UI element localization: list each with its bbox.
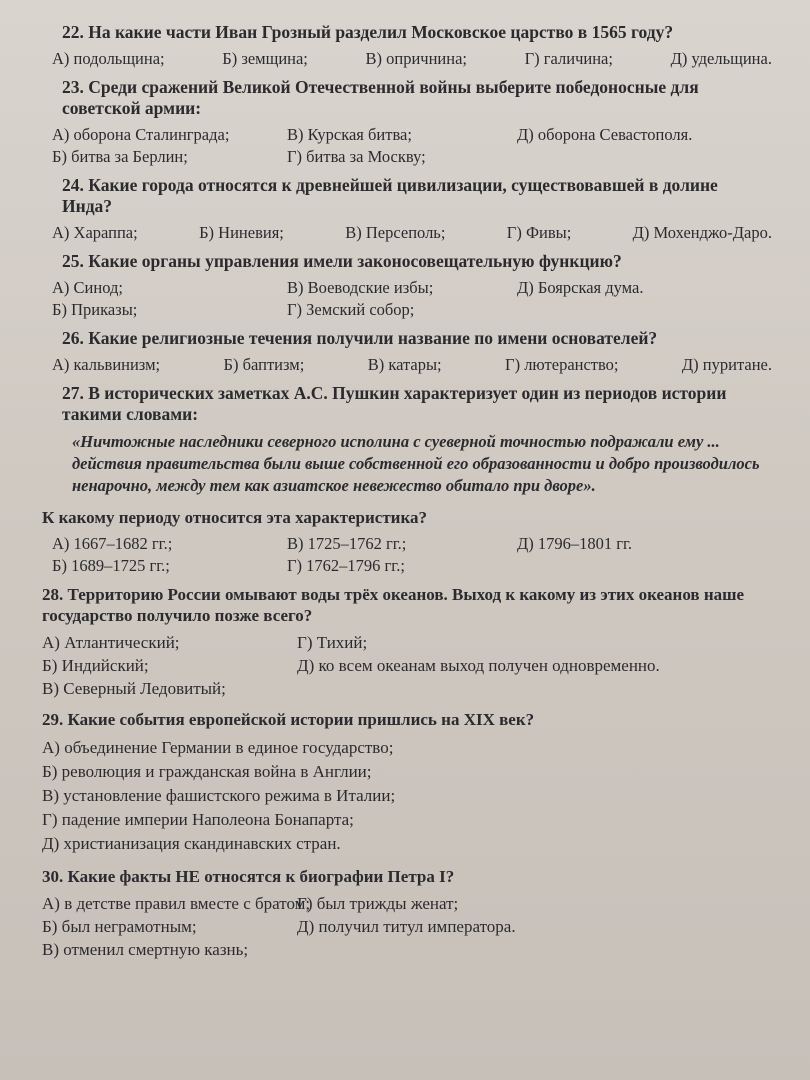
answer-option: Д) удельщина.: [670, 49, 772, 68]
question-23: [42, 77, 772, 167]
answer-option: Д) оборона Севастополя.: [517, 125, 693, 144]
answer-option: А) оборона Сталинграда;: [52, 125, 230, 144]
answer-option: Г) битва за Москву;: [287, 147, 426, 166]
answer-option: Г) падение империи Наполеона Бонапарта;: [42, 810, 354, 829]
question-30: [42, 866, 772, 960]
answer-option: Г) галичина;: [524, 49, 613, 68]
answer-option: Д) христианизация скандинавских стран.: [42, 834, 341, 853]
question-title: 28. Территорию России омывают воды трёх океанов. Выход к какому из этих океанов наше государство получило позже всего?: [42, 585, 745, 625]
question-title: 24. Какие города относятся к древнейшей цивилизации, существовавшей в долине Инда?: [62, 175, 718, 216]
answer-option: Б) баптизм;: [223, 355, 305, 374]
answer-options: [52, 125, 772, 167]
answer-option: В) Персеполь;: [345, 223, 446, 242]
question-22: [42, 22, 772, 69]
answer-option: Б) революция и гражданская война в Англии;: [42, 762, 372, 781]
answer-option: Б) земщина;: [222, 49, 308, 68]
question-25: [42, 251, 772, 320]
answer-option: А) кальвинизм;: [52, 355, 161, 374]
answer-option: В) установление фашистского режима в Италии;: [42, 786, 396, 805]
question-24: [42, 175, 772, 243]
question-title: 29. Какие события европейской истории пришлись на XIX век?: [42, 710, 535, 729]
answer-option: Б) битва за Берлин;: [52, 147, 188, 166]
answer-option: Г) 1762–1796 гг.;: [287, 556, 405, 575]
answer-option: В) 1725–1762 гг.;: [287, 534, 407, 553]
question-subtitle: К какому периоду относится эта характеристика?: [42, 508, 428, 527]
answer-options: [52, 534, 772, 576]
question-title: 25. Какие органы управления имели законосовещательную функцию?: [62, 251, 622, 271]
answer-option: Д) 1796–1801 гг.: [517, 534, 633, 553]
question-28: [42, 584, 772, 699]
answer-option: Д) получил титул императора.: [297, 917, 516, 936]
question-title: 27. В исторических заметках А.С. Пушкин характеризует один из периодов истории такими словами:: [62, 383, 727, 424]
answer-options: [52, 49, 772, 69]
answer-option: Д) ко всем океанам выход получен одновременно.: [297, 656, 660, 675]
answer-option: А) объединение Германии в единое государство;: [42, 738, 394, 757]
answer-option: Г) Земский собор;: [287, 300, 415, 319]
answer-option: В) Северный Ледовитый;: [42, 679, 226, 698]
answer-option: Г) лютеранство;: [505, 355, 619, 374]
question-title: 22. На какие части Иван Грозный разделил Московское царство в 1565 году?: [62, 22, 674, 42]
answer-option: Д) Мохенджо-Даро.: [632, 223, 772, 242]
question-title: 26. Какие религиозные течения получили название по имени основателей?: [62, 328, 658, 348]
answer-options: [52, 223, 772, 243]
answer-option: А) 1667–1682 гг.;: [52, 534, 173, 553]
question-26: [42, 328, 772, 375]
answer-option: Б) был неграмотным;: [42, 917, 197, 936]
answer-option: Г) был трижды женат;: [297, 894, 459, 913]
answer-option: В) катары;: [367, 355, 442, 374]
answer-option: Б) Индийский;: [42, 656, 149, 675]
question-title: 30. Какие факты НЕ относятся к биографии Петра I?: [42, 867, 455, 886]
pushkin-quote: «Ничтожные наследники северного исполина с суеверной точностью подражали ему ... действия правительства были выше собственной его образованности и добро производилось ненарочно, между тем как азиатское невежество обитало при дворе».: [72, 432, 760, 495]
answer-option: Г) Тихий;: [297, 633, 368, 652]
answer-options: [42, 632, 772, 699]
answer-option: А) подольщина;: [52, 49, 165, 68]
answer-option: Д) пуритане.: [681, 355, 772, 374]
question-29: [42, 709, 772, 856]
answer-option: В) Курская битва;: [287, 125, 412, 144]
answer-option: А) в детстве правил вместе с братом;: [42, 894, 311, 913]
answer-option: А) Хараппа;: [52, 223, 138, 242]
answer-option: Г) Фивы;: [506, 223, 572, 242]
answer-option: В) опричнина;: [365, 49, 467, 68]
answer-option: А) Синод;: [52, 278, 123, 297]
answer-option: Д) Боярская дума.: [517, 278, 644, 297]
answer-option: А) Атлантический;: [42, 633, 180, 652]
question-title: 23. Среди сражений Великой Отечественной войны выберите победоносные для советской армии:: [62, 77, 699, 118]
answer-option: Б) 1689–1725 гг.;: [52, 556, 170, 575]
answer-options: [52, 278, 772, 320]
answer-option: Б) Приказы;: [52, 300, 138, 319]
answer-options: [52, 355, 772, 375]
answer-option: В) Воеводские избы;: [287, 278, 434, 297]
answer-options: [42, 893, 772, 960]
answer-option: В) отменил смертную казнь;: [42, 940, 249, 959]
question-27: [42, 383, 772, 576]
answer-options: [42, 736, 772, 856]
answer-option: Б) Ниневия;: [199, 223, 284, 242]
